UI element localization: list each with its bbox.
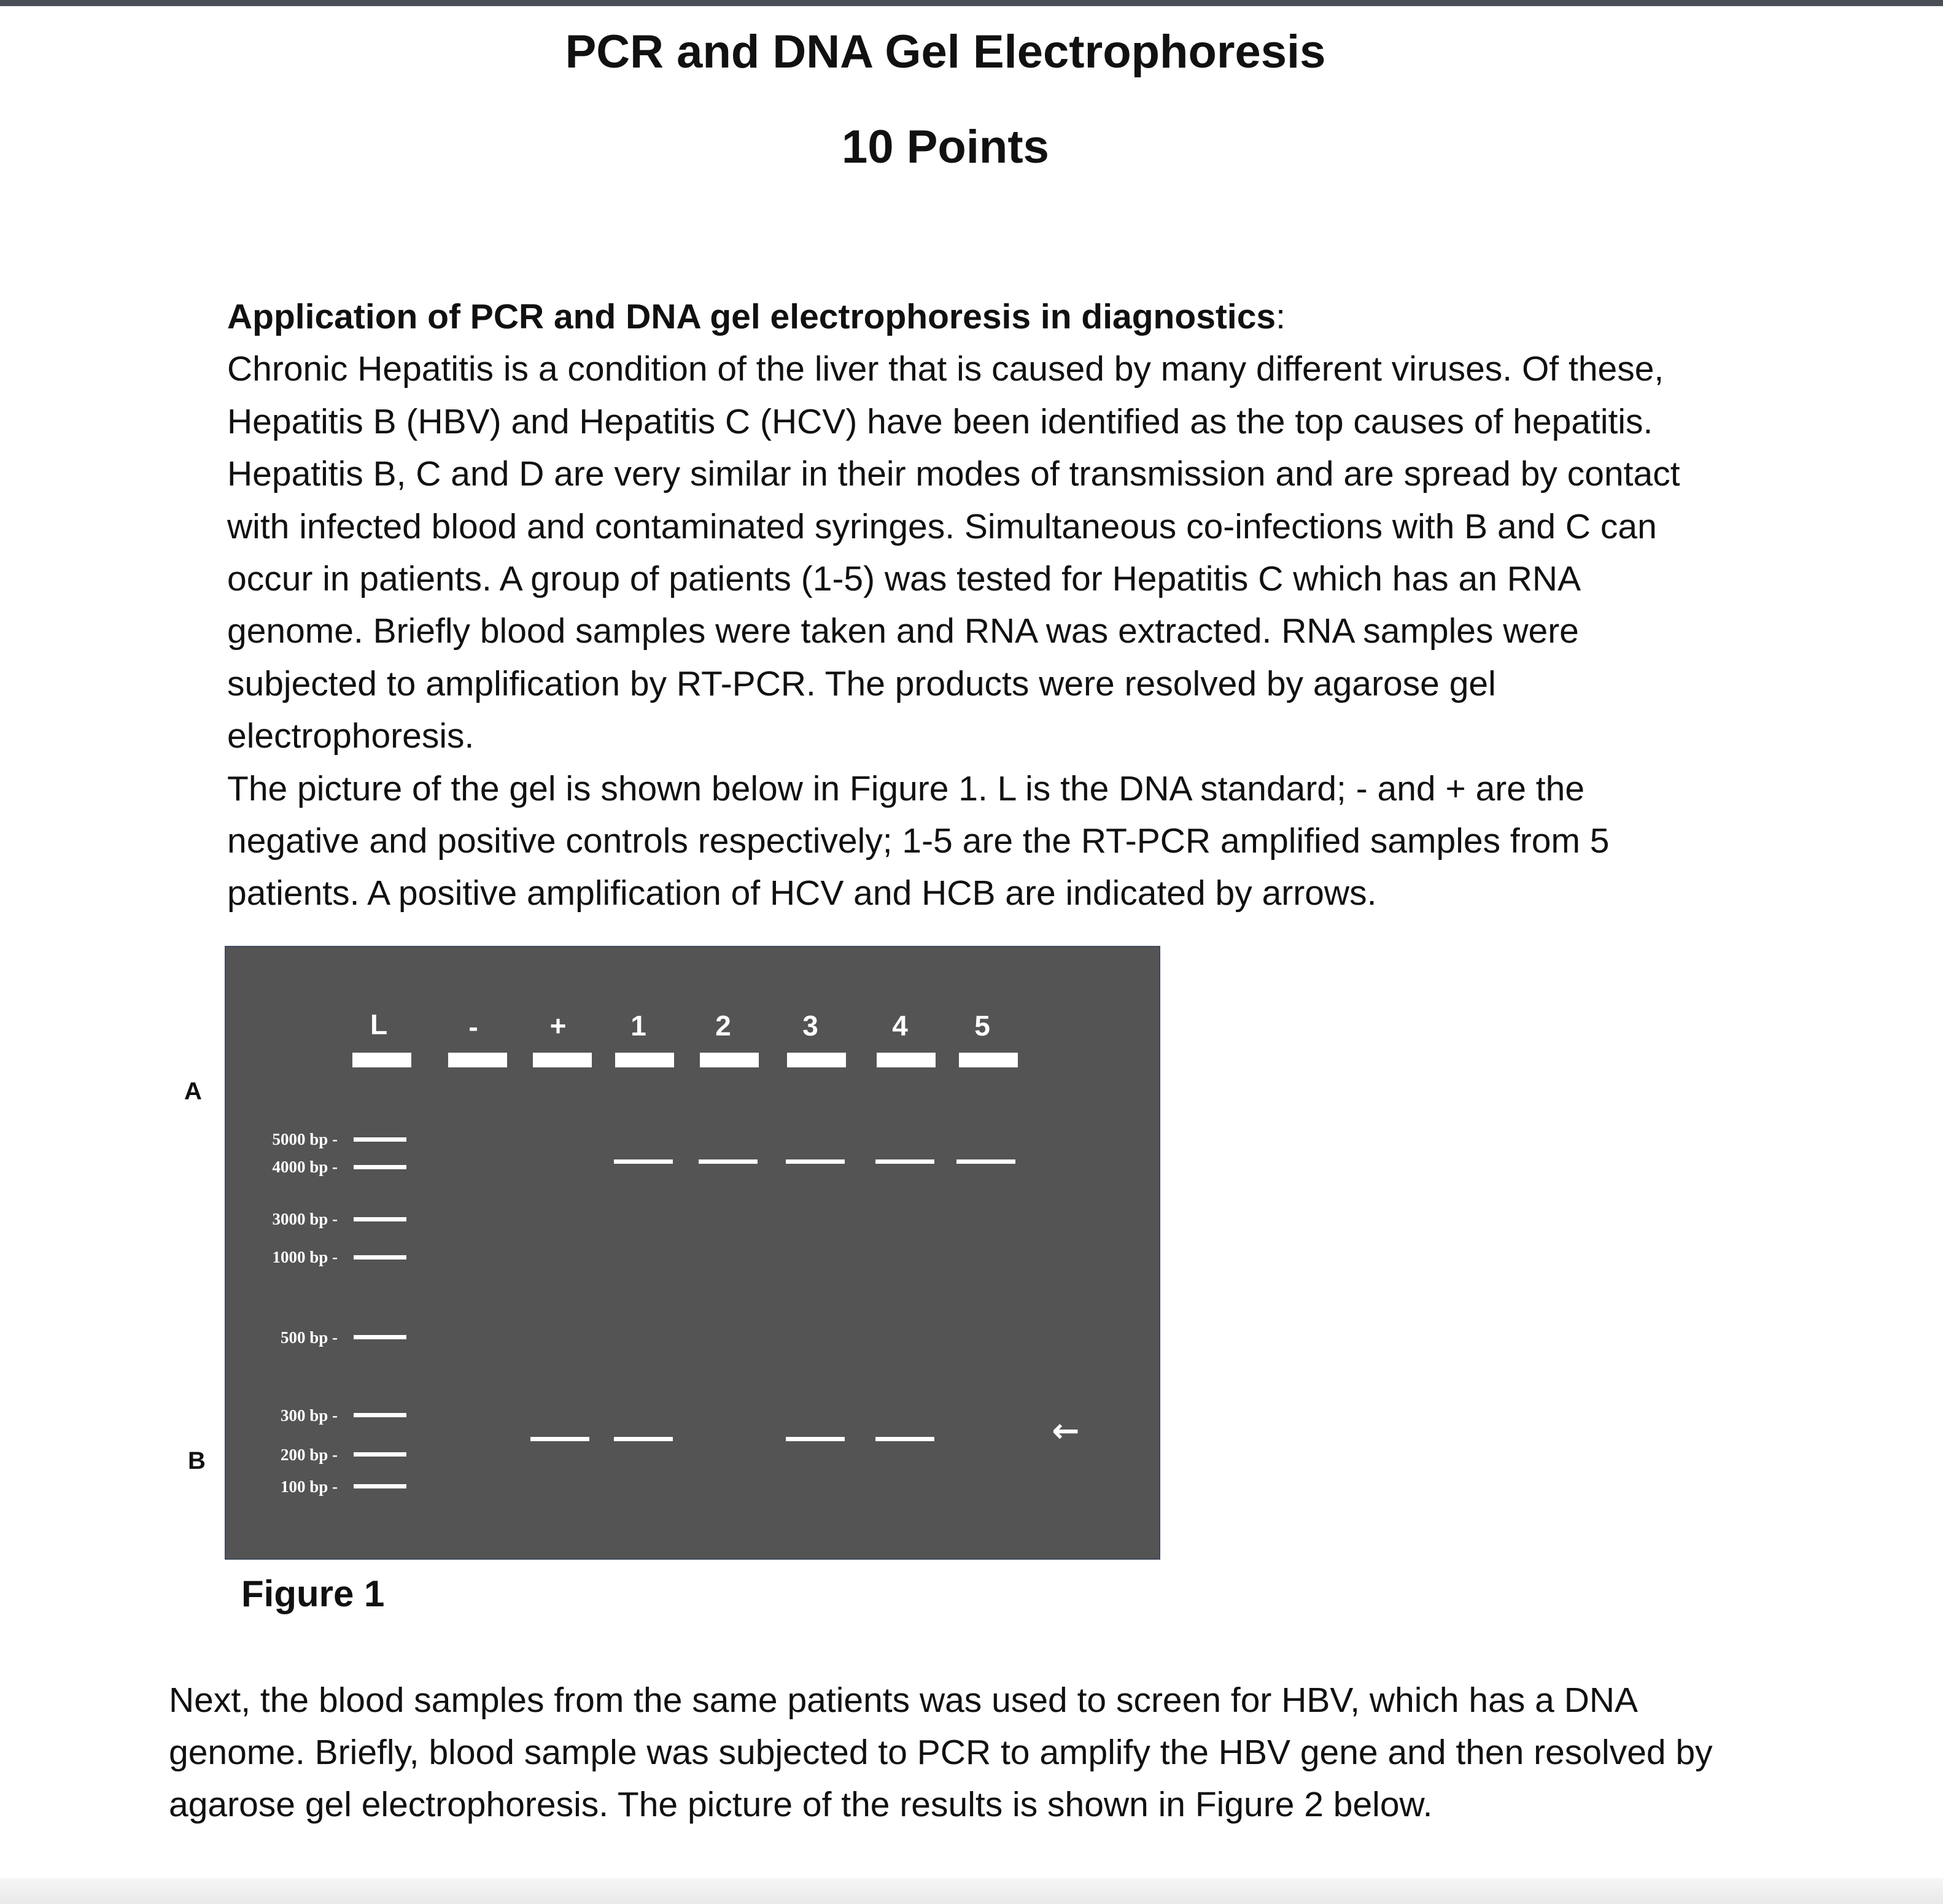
ladder-band-200 [354, 1452, 406, 1457]
lane-label-1: 1 [630, 1010, 646, 1042]
ladder-band-300 [354, 1413, 406, 1417]
ladder-band-1000 [354, 1255, 406, 1260]
page-top-border [0, 0, 1943, 6]
well-ladder [352, 1053, 411, 1067]
points-heading: 10 Points [842, 121, 1049, 173]
lane-label-4: 4 [892, 1010, 908, 1042]
ladder-label-100: 100 bp - [280, 1477, 338, 1496]
ladder-band-500 [354, 1335, 406, 1339]
ladder-band-100 [354, 1484, 406, 1488]
lane-label-positive: + [549, 1010, 567, 1042]
intro-section [227, 291, 1694, 920]
figure-description-paragraph: The picture of the gel is shown below in Figure 1. L is the DNA standard; - and + are the negative and positive controls respectively; 1-5 are the RT-PCR amplified samples from 5 patients. A positive amplification of HCV and HCB are indicated by arrows. [227, 768, 1610, 913]
sample-band-a-lane-4 [875, 1159, 934, 1164]
lane-label-2: 2 [715, 1010, 731, 1042]
well-positive [533, 1053, 592, 1067]
gel-figure [226, 947, 1159, 1558]
lane-label-ladder: L [370, 1008, 388, 1040]
gel-side-label-b: B [188, 1447, 206, 1474]
gel-side-label-a: A [184, 1078, 202, 1105]
ladder-band-4000 [354, 1165, 406, 1169]
ladder-label-500: 500 bp - [280, 1328, 338, 1347]
sample-band-a-lane-1 [614, 1159, 673, 1164]
intro-heading-line [227, 291, 1694, 343]
ladder-band-3000 [354, 1217, 406, 1221]
lane-label-negative: - [468, 1011, 478, 1043]
lane-label-3: 3 [802, 1010, 818, 1042]
lane-label-5: 5 [974, 1010, 990, 1042]
well-negative [448, 1053, 507, 1067]
intro-paragraph: Chronic Hepatitis is a condition of the liver that is caused by many different viruses. Of these, Hepatitis B (HBV) and Hepatitis C (HCV) have been identified as the top causes of hepatitis. Hepatitis B, C and D are very similar in their modes of transmission and are spread by contact with infected blood and contaminated syringes. Simultaneous co-infections with B and C can occur in patients. A group of patients (1-5) was tested for Hepatitis C which has an RNA genome. Briefly blood samples were taken and RNA was extracted. RNA samples were subjected to amplification by RT-PCR. The products were resolved by agarose gel electrophoresis. [227, 349, 1680, 756]
ladder-label-5000: 5000 bp - [272, 1130, 338, 1148]
well-2 [700, 1053, 759, 1067]
arrow-left-icon: ← [1052, 1411, 1080, 1450]
sample-band-a-lane-2 [699, 1159, 758, 1164]
ladder-label-3000: 3000 bp - [272, 1210, 338, 1228]
sample-band-b-lane-positive [530, 1437, 589, 1441]
sample-band-b-lane-1 [614, 1437, 673, 1441]
ladder-label-300: 300 bp - [280, 1406, 338, 1425]
ladder-band-5000 [354, 1137, 406, 1142]
well-3 [787, 1053, 846, 1067]
sample-band-b-lane-4 [875, 1437, 934, 1441]
sample-band-a-lane-3 [786, 1159, 845, 1164]
well-5 [959, 1053, 1018, 1067]
sample-band-b-lane-3 [786, 1437, 845, 1441]
ladder-label-4000: 4000 bp - [272, 1158, 338, 1176]
well-4 [877, 1053, 936, 1067]
ladder-label-200: 200 bp - [280, 1445, 338, 1464]
figure-caption: Figure 1 [241, 1573, 385, 1614]
page-bottom-edge [0, 1878, 1943, 1904]
outro-paragraph: Next, the blood samples from the same patients was used to screen for HBV, which has a DNA genome. Briefly, blood sample was subjected to PCR to amplify the HBV gene and then resolved by agarose gel electrophoresis. The picture of the results is shown in Figure 2 below. [169, 1681, 1713, 1824]
gel-image [225, 946, 1160, 1560]
intro-heading: Application of PCR and DNA gel electrophoresis in diagnostics [227, 297, 1276, 336]
sample-band-a-lane-5 [956, 1159, 1015, 1164]
intro-heading-colon: : [1276, 297, 1286, 336]
ladder-label-1000: 1000 bp - [272, 1248, 338, 1266]
well-1 [615, 1053, 674, 1067]
page-title: PCR and DNA Gel Electrophoresis [565, 26, 1326, 78]
